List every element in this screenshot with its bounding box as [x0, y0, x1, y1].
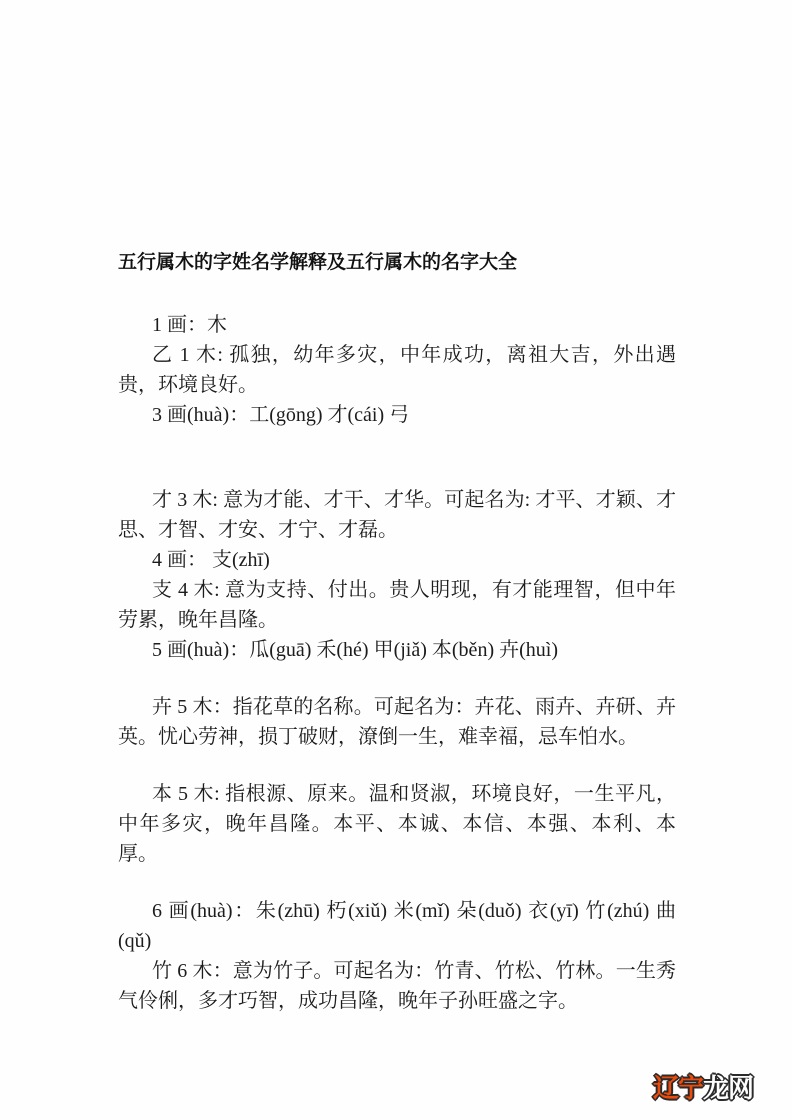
paragraph-zhi-4-wood: 支 4 木: 意为支持、付出。贵人明现，有才能理智，但中年劳累，晚年昌隆。: [118, 579, 676, 631]
watermark-logo: [653, 1068, 753, 1105]
page-title: 五行属木的字姓名学解释及五行属木的名字大全: [118, 252, 518, 273]
paragraph-stroke4-chars: 4 画： 支(zhī): [152, 549, 270, 571]
paragraph-yi-1-wood: 乙 1 木: 孤独，幼年多灾，中年成功，离祖大吉，外出遇贵，环境良好。: [118, 344, 676, 396]
paragraph-zhu-6-wood: 竹 6 木：意为竹子。可起名为：竹青、竹松、竹林。一生秀气伶俐，多才巧智，成功昌隆，晚年子孙旺盛之字。: [118, 960, 676, 1012]
paragraph-stroke1-header: 1 画：木: [152, 314, 227, 336]
paragraph-stroke6-chars: 6 画(huà)：朱(zhū) 朽(xiǔ) 米(mǐ) 朵(duǒ) 衣(yī) 竹(zhú) 曲(qǔ): [118, 900, 676, 952]
paragraph-stroke3-chars: 3 画(huà)：工(gōng) 才(cái) 弓: [152, 404, 410, 426]
paragraph-stroke5-chars: 5 画(huà)：瓜(guā) 禾(hé) 甲(jiǎ) 本(běn) 卉(huì): [152, 639, 558, 661]
paragraph-cai-3-wood: 才 3 木: 意为才能、才干、才华。可起名为: 才平、才颖、才思、才智、才安、才宁、才磊。: [118, 489, 676, 541]
paragraph-hui-5-wood: 卉 5 木：指花草的名称。可起名为：卉花、雨卉、卉研、卉英。忧心劳神，损丁破财，潦倒一生，难幸福，忌车怕水。: [118, 696, 676, 748]
watermark-region-text: 辽宁: [653, 1073, 704, 1103]
watermark-site-text: 龙网: [703, 1073, 754, 1103]
paragraph-ben-5-wood: 本 5 木: 指根源、原来。温和贤淑，环境良好，一生平凡，中年多灾，晚年昌隆。本平、本诚、本信、本强、本利、本厚。: [118, 783, 676, 865]
document-body: [118, 248, 676, 1016]
